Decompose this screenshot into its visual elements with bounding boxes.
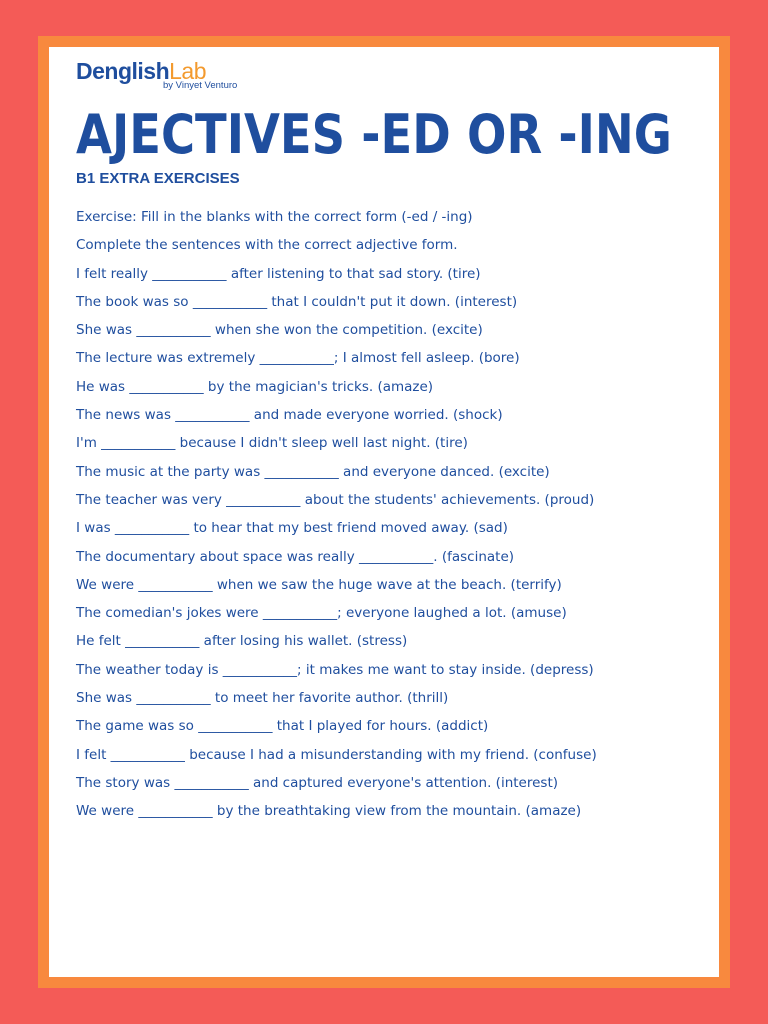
page-title: AJECTIVES -ED OR -ING — [76, 103, 672, 166]
exercise-sentence: The news was ___________ and made everyone worried. (shock) — [76, 407, 503, 424]
worksheet — [49, 47, 719, 977]
exercise-sentence: He felt ___________ after losing his wallet. (stress) — [76, 633, 408, 650]
exercise-sentence: I was ___________ to hear that my best friend moved away. (sad) — [76, 520, 508, 537]
exercise-sentence: The game was so ___________ that I played for hours. (addict) — [76, 718, 489, 735]
exercise-list — [76, 203, 706, 826]
exercise-sentence: She was ___________ when she won the competition. (excite) — [76, 322, 483, 339]
exercise-sentence: She was ___________ to meet her favorite author. (thrill) — [76, 690, 449, 707]
logo-part-3: Lab — [169, 58, 206, 84]
exercise-sentence: The weather today is ___________; it makes me want to stay inside. (depress) — [76, 661, 594, 678]
instruction-line: Exercise: Fill in the blanks with the correct form (-ed / -ing) — [76, 209, 473, 225]
exercise-sentence: We were ___________ by the breathtaking view from the mountain. (amaze) — [76, 803, 582, 820]
exercise-sentence: The story was ___________ and captured everyone's attention. (interest) — [76, 774, 559, 791]
exercise-sentence: The teacher was very ___________ about the students' achievements. (proud) — [76, 491, 595, 508]
page-subtitle: B1 EXTRA EXERCISES — [76, 170, 240, 187]
exercise-sentence: He was ___________ by the magician's tricks. (amaze) — [76, 378, 434, 395]
instruction-line: Complete the sentences with the correct adjective form. — [76, 237, 458, 254]
exercise-sentence: We were ___________ when we saw the huge wave at the beach. (terrify) — [76, 576, 562, 593]
exercise-sentence: The lecture was extremely ___________; I almost fell asleep. (bore) — [76, 350, 520, 367]
exercise-sentence: I felt really ___________ after listening to that sad story. (tire) — [76, 265, 481, 282]
logo-tagline: by Vinyet Venturo — [163, 80, 238, 91]
exercise-sentence: I felt ___________ because I had a misunderstanding with my friend. (confuse) — [76, 746, 597, 763]
exercise-sentence: The documentary about space was really ___________. (fascinate) — [76, 548, 515, 565]
exercise-sentence: The music at the party was ___________ and everyone danced. (excite) — [76, 463, 550, 480]
brand-logo — [76, 57, 316, 97]
exercise-sentence: I'm ___________ because I didn't sleep well last night. (tire) — [76, 435, 468, 452]
logo-part-2: glish — [117, 58, 170, 84]
logo-part-1: Den — [76, 58, 118, 84]
exercise-sentence: The comedian's jokes were ___________; everyone laughed a lot. (amuse) — [76, 605, 567, 622]
exercise-sentence: The book was so ___________ that I couldn't put it down. (interest) — [76, 293, 518, 310]
